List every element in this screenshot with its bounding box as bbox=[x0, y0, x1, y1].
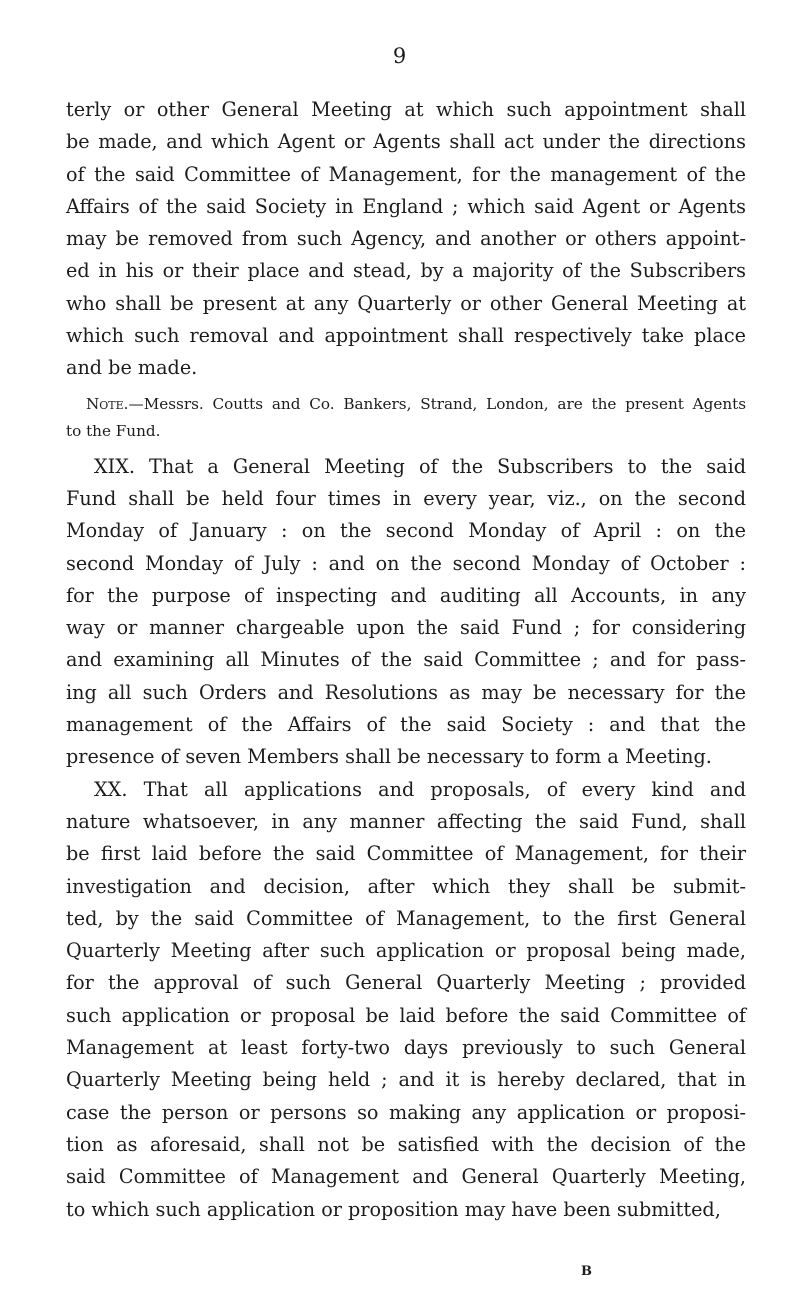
text-line: ed in his or their place and stead, by a majority of the Subscribers bbox=[66, 259, 746, 283]
text-line: management of the Affairs of the said Society : and that the bbox=[66, 713, 746, 737]
text-line: Quarterly Meeting being held ; and it is hereby declared, that in bbox=[66, 1068, 746, 1092]
text-line: said Committee of Management and General Quarterly Meeting, bbox=[66, 1165, 746, 1189]
text-line: tion as aforesaid, shall not be satisfied with the decision of the bbox=[66, 1132, 746, 1156]
section-xx bbox=[66, 774, 746, 1226]
text-line: to which such application or proposition may have been submitted, bbox=[66, 1197, 721, 1221]
note-text: —Messrs. Coutts and Co. Bankers, Strand, London, are the present Agents bbox=[128, 394, 746, 413]
text-line: for the purpose of inspecting and auditing all Accounts, in any bbox=[66, 583, 746, 607]
text-line: nature whatsoever, in any manner affecting the said Fund, shall bbox=[66, 809, 746, 833]
text-line: be made, and which Agent or Agents shall act under the directions bbox=[66, 130, 746, 154]
text-line: ted, by the said Committee of Management, to the first General bbox=[66, 906, 746, 930]
text-line: second Monday of July : and on the second Monday of October : bbox=[66, 551, 746, 575]
text-line: XIX. That a General Meeting of the Subscribers to the said bbox=[94, 454, 746, 478]
text-line: way or manner chargeable upon the said Fund ; for considering bbox=[66, 616, 746, 640]
text-line: for the approval of such General Quarterly Meeting ; provided bbox=[66, 971, 746, 995]
text-line: case the person or persons so making any application or proposi- bbox=[66, 1100, 746, 1124]
paragraph-continuation bbox=[66, 94, 746, 385]
text-line: terly or other General Meeting at which such appointment shall bbox=[66, 98, 746, 121]
note-line: to the Fund. bbox=[66, 421, 161, 440]
text-line: Management at least forty-two days previously to such General bbox=[66, 1036, 746, 1060]
text-line: XX. That all applications and proposals, of every kind and bbox=[94, 777, 746, 801]
text-line: ing all such Orders and Resolutions as may be necessary for the bbox=[66, 680, 746, 704]
text-line: who shall be present at any Quarterly or other General Meeting at bbox=[66, 291, 746, 315]
signature-mark: B bbox=[581, 1264, 592, 1279]
text-line: and examining all Minutes of the said Committee ; and for pass- bbox=[66, 648, 746, 672]
note-label: Note. bbox=[86, 394, 129, 413]
text-line: Quarterly Meeting after such application or proposal being made, bbox=[66, 939, 746, 963]
text-line: presence of seven Members shall be necessary to form a Meeting. bbox=[66, 745, 712, 769]
text-line: Monday of January : on the second Monday of April : on the bbox=[66, 519, 746, 543]
text-line: Fund shall be held four times in every year, viz., on the second bbox=[66, 486, 746, 510]
text-line: may be removed from such Agency, and another or others appoint- bbox=[66, 227, 746, 251]
agents-note bbox=[66, 391, 746, 445]
text-line: which such removal and appointment shall respectively take place bbox=[66, 324, 746, 348]
body-text bbox=[66, 94, 746, 1226]
text-line: Affairs of the said Society in England ; which said Agent or Agents bbox=[66, 194, 746, 218]
text-line: be first laid before the said Committee of Management, for their bbox=[66, 842, 746, 866]
note-line bbox=[66, 391, 746, 418]
page-number: 9 bbox=[392, 44, 408, 68]
text-line: such application or proposal be laid before the said Committee of bbox=[66, 1003, 746, 1027]
text-line: investigation and decision, after which they shall be submit- bbox=[66, 874, 746, 898]
text-line: and be made. bbox=[66, 356, 198, 380]
section-xix bbox=[66, 451, 746, 774]
text-line: of the said Committee of Management, for the management of the bbox=[66, 162, 746, 186]
